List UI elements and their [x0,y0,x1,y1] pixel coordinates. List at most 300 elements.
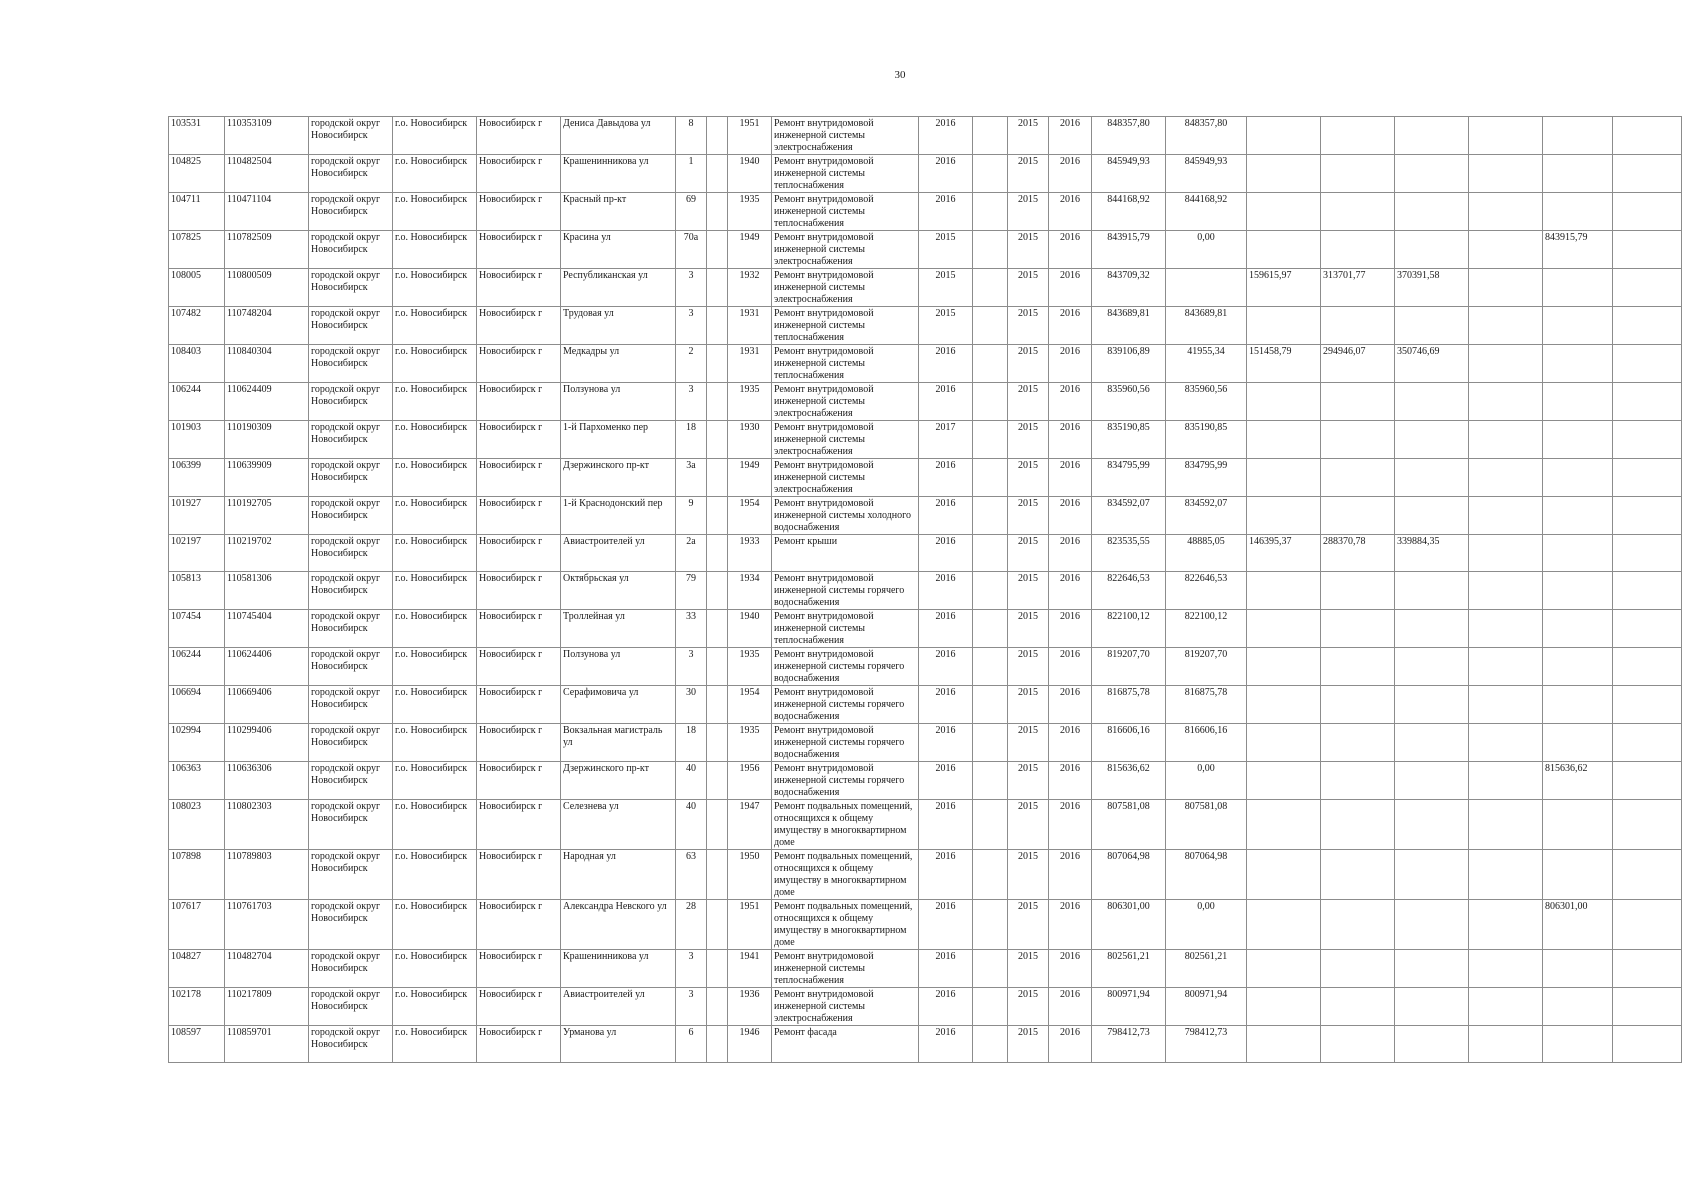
table-row [169,900,1682,950]
cell-total-cost: 800971,94 [1092,988,1166,1026]
cell-urban-district: г.о. Новосибирск [393,1026,477,1063]
cell-col-12 [973,535,1008,572]
cell-amount-c [1395,1026,1469,1063]
cell-start-year: 2015 [1008,269,1049,307]
cell-end-year: 2016 [1049,610,1092,648]
cell-municipality: городской округ Новосибирск [309,383,393,421]
cell-street: Трудовая ул [561,307,676,345]
cell-amount-b [1321,117,1395,155]
cell-house-code: 110190309 [225,421,309,459]
cell-fund-amount: 845949,93 [1166,155,1247,193]
cell-building [707,231,728,269]
cell-building [707,535,728,572]
cell-start-year: 2015 [1008,307,1049,345]
cell-work-type: Ремонт внутридомовой инженерной системы электроснабжения [772,988,919,1026]
table-body [169,117,1682,1063]
cell-amount-d [1469,155,1543,193]
cell-amount-b [1321,155,1395,193]
cell-work-type: Ремонт внутридомовой инженерной системы горячего водоснабжения [772,724,919,762]
cell-col-22 [1613,950,1682,988]
cell-total-cost: 802561,21 [1092,950,1166,988]
cell-amount-d [1469,307,1543,345]
cell-amount-b [1321,648,1395,686]
cell-amount-b [1321,193,1395,231]
cell-house-number: 3 [676,648,707,686]
cell-street: 1-й Пархоменко пер [561,421,676,459]
cell-house-number: 18 [676,724,707,762]
cell-house-number: 3а [676,459,707,497]
cell-plan-year: 2016 [919,900,973,950]
cell-locality: Новосибирск г [477,269,561,307]
cell-locality: Новосибирск г [477,1026,561,1063]
cell-start-year: 2015 [1008,610,1049,648]
cell-urban-district: г.о. Новосибирск [393,459,477,497]
cell-end-year: 2016 [1049,421,1092,459]
cell-locality: Новосибирск г [477,686,561,724]
table-row [169,800,1682,850]
cell-house-code: 110299406 [225,724,309,762]
cell-start-year: 2015 [1008,421,1049,459]
cell-total-cost: 834592,07 [1092,497,1166,535]
cell-locality: Новосибирск г [477,724,561,762]
cell-amount-e [1543,724,1613,762]
cell-construction-year: 1930 [728,421,772,459]
cell-amount-d [1469,269,1543,307]
cell-work-type: Ремонт внутридомовой инженерной системы электроснабжения [772,269,919,307]
cell-col-12 [973,307,1008,345]
cell-fund-amount: 834592,07 [1166,497,1247,535]
cell-amount-d [1469,345,1543,383]
cell-amount-e [1543,686,1613,724]
cell-street: Народная ул [561,850,676,900]
cell-fund-amount: 48885,05 [1166,535,1247,572]
cell-start-year: 2015 [1008,1026,1049,1063]
cell-plan-year: 2016 [919,686,973,724]
cell-col-22 [1613,307,1682,345]
cell-amount-a [1247,307,1321,345]
cell-plan-year: 2015 [919,269,973,307]
cell-work-type: Ремонт внутридомовой инженерной системы теплоснабжения [772,193,919,231]
cell-total-cost: 806301,00 [1092,900,1166,950]
table-row [169,193,1682,231]
cell-locality: Новосибирск г [477,459,561,497]
cell-start-year: 2015 [1008,155,1049,193]
cell-house-number: 2а [676,535,707,572]
cell-street: Авиастроителей ул [561,988,676,1026]
cell-building [707,117,728,155]
cell-street: Авиастроителей ул [561,535,676,572]
cell-municipality: городской округ Новосибирск [309,648,393,686]
cell-total-cost: 822100,12 [1092,610,1166,648]
cell-locality: Новосибирск г [477,762,561,800]
cell-building [707,193,728,231]
cell-work-type: Ремонт подвальных помещений, относящихся к общему имуществу в многоквартирном доме [772,900,919,950]
cell-total-cost: 843689,81 [1092,307,1166,345]
cell-street: Крашенинникова ул [561,155,676,193]
cell-total-cost: 816875,78 [1092,686,1166,724]
cell-amount-c [1395,988,1469,1026]
cell-municipality: городской округ Новосибирск [309,950,393,988]
cell-end-year: 2016 [1049,762,1092,800]
cell-urban-district: г.о. Новосибирск [393,900,477,950]
cell-street: Серафимовича ул [561,686,676,724]
cell-object-id: 101903 [169,421,225,459]
cell-amount-b [1321,497,1395,535]
cell-amount-d [1469,988,1543,1026]
table-row [169,497,1682,535]
cell-amount-d [1469,724,1543,762]
cell-end-year: 2016 [1049,345,1092,383]
cell-amount-e [1543,610,1613,648]
cell-total-cost: 822646,53 [1092,572,1166,610]
cell-col-12 [973,988,1008,1026]
cell-object-id: 104825 [169,155,225,193]
cell-amount-b [1321,610,1395,648]
cell-object-id: 107454 [169,610,225,648]
cell-amount-e: 843915,79 [1543,231,1613,269]
cell-fund-amount: 835190,85 [1166,421,1247,459]
cell-amount-e [1543,572,1613,610]
cell-amount-d [1469,950,1543,988]
cell-total-cost: 819207,70 [1092,648,1166,686]
cell-work-type: Ремонт внутридомовой инженерной системы электроснабжения [772,459,919,497]
table-row [169,421,1682,459]
cell-construction-year: 1931 [728,307,772,345]
cell-house-code: 110789803 [225,850,309,900]
cell-start-year: 2015 [1008,724,1049,762]
cell-municipality: городской округ Новосибирск [309,572,393,610]
cell-amount-a [1247,459,1321,497]
table-row [169,345,1682,383]
cell-object-id: 107825 [169,231,225,269]
cell-start-year: 2015 [1008,800,1049,850]
cell-col-12 [973,231,1008,269]
cell-house-code: 110217809 [225,988,309,1026]
cell-amount-c [1395,800,1469,850]
cell-amount-a [1247,155,1321,193]
cell-col-12 [973,900,1008,950]
cell-building [707,345,728,383]
cell-locality: Новосибирск г [477,648,561,686]
cell-house-code: 110624409 [225,383,309,421]
cell-amount-e [1543,459,1613,497]
cell-construction-year: 1954 [728,686,772,724]
cell-house-number: 3 [676,950,707,988]
cell-construction-year: 1940 [728,610,772,648]
cell-construction-year: 1932 [728,269,772,307]
table-row [169,231,1682,269]
table-row [169,269,1682,307]
cell-total-cost: 816606,16 [1092,724,1166,762]
cell-locality: Новосибирск г [477,800,561,850]
cell-col-12 [973,345,1008,383]
cell-locality: Новосибирск г [477,497,561,535]
cell-locality: Новосибирск г [477,231,561,269]
cell-construction-year: 1949 [728,231,772,269]
cell-fund-amount: 0,00 [1166,231,1247,269]
cell-plan-year: 2015 [919,307,973,345]
cell-locality: Новосибирск г [477,117,561,155]
cell-col-22 [1613,648,1682,686]
cell-building [707,155,728,193]
table-row [169,535,1682,572]
cell-house-code: 110353109 [225,117,309,155]
cell-amount-a [1247,572,1321,610]
cell-municipality: городской округ Новосибирск [309,535,393,572]
cell-municipality: городской округ Новосибирск [309,231,393,269]
cell-end-year: 2016 [1049,155,1092,193]
cell-object-id: 107482 [169,307,225,345]
cell-plan-year: 2016 [919,572,973,610]
cell-plan-year: 2016 [919,800,973,850]
cell-urban-district: г.о. Новосибирск [393,421,477,459]
cell-urban-district: г.о. Новосибирск [393,724,477,762]
cell-object-id: 102178 [169,988,225,1026]
cell-work-type: Ремонт внутридомовой инженерной системы теплоснабжения [772,345,919,383]
cell-object-id: 104711 [169,193,225,231]
cell-building [707,421,728,459]
cell-plan-year: 2016 [919,193,973,231]
cell-amount-a [1247,383,1321,421]
cell-locality: Новосибирск г [477,345,561,383]
cell-plan-year: 2015 [919,231,973,269]
cell-work-type: Ремонт подвальных помещений, относящихся к общему имуществу в многоквартирном доме [772,850,919,900]
cell-amount-a [1247,648,1321,686]
cell-object-id: 101927 [169,497,225,535]
cell-amount-c: 350746,69 [1395,345,1469,383]
cell-amount-c [1395,193,1469,231]
cell-amount-d [1469,800,1543,850]
cell-work-type: Ремонт внутридомовой инженерной системы горячего водоснабжения [772,762,919,800]
cell-work-type: Ремонт внутридомовой инженерной системы холодного водоснабжения [772,497,919,535]
cell-street: Медкадры ул [561,345,676,383]
cell-amount-c [1395,383,1469,421]
cell-total-cost: 815636,62 [1092,762,1166,800]
cell-start-year: 2015 [1008,850,1049,900]
cell-amount-b [1321,800,1395,850]
cell-plan-year: 2016 [919,345,973,383]
cell-building [707,648,728,686]
cell-col-12 [973,1026,1008,1063]
cell-house-code: 110639909 [225,459,309,497]
cell-locality: Новосибирск г [477,950,561,988]
cell-amount-e [1543,345,1613,383]
cell-col-22 [1613,535,1682,572]
cell-work-type: Ремонт внутридомовой инженерной системы теплоснабжения [772,307,919,345]
cell-amount-a: 159615,97 [1247,269,1321,307]
cell-municipality: городской округ Новосибирск [309,307,393,345]
cell-total-cost: 843709,32 [1092,269,1166,307]
cell-plan-year: 2016 [919,648,973,686]
cell-house-code: 110636306 [225,762,309,800]
cell-urban-district: г.о. Новосибирск [393,950,477,988]
cell-amount-b [1321,988,1395,1026]
cell-col-22 [1613,900,1682,950]
cell-municipality: городской округ Новосибирск [309,988,393,1026]
cell-amount-a [1247,231,1321,269]
cell-amount-e [1543,307,1613,345]
cell-amount-b [1321,459,1395,497]
cell-locality: Новосибирск г [477,610,561,648]
cell-col-22 [1613,800,1682,850]
cell-col-12 [973,800,1008,850]
cell-construction-year: 1935 [728,648,772,686]
cell-municipality: городской округ Новосибирск [309,155,393,193]
cell-amount-a [1247,610,1321,648]
cell-amount-c [1395,307,1469,345]
cell-total-cost: 848357,80 [1092,117,1166,155]
cell-amount-b: 313701,77 [1321,269,1395,307]
cell-locality: Новосибирск г [477,572,561,610]
cell-col-12 [973,421,1008,459]
cell-house-code: 110669406 [225,686,309,724]
cell-house-number: 3 [676,269,707,307]
cell-fund-amount: 819207,70 [1166,648,1247,686]
cell-amount-b [1321,850,1395,900]
cell-amount-e [1543,648,1613,686]
cell-work-type: Ремонт фасада [772,1026,919,1063]
cell-end-year: 2016 [1049,988,1092,1026]
cell-amount-d [1469,1026,1543,1063]
cell-urban-district: г.о. Новосибирск [393,800,477,850]
cell-amount-d [1469,572,1543,610]
cell-locality: Новосибирск г [477,155,561,193]
cell-fund-amount: 800971,94 [1166,988,1247,1026]
cell-plan-year: 2016 [919,1026,973,1063]
cell-urban-district: г.о. Новосибирск [393,155,477,193]
cell-house-code: 110219702 [225,535,309,572]
cell-work-type: Ремонт внутридомовой инженерной системы теплоснабжения [772,155,919,193]
cell-amount-c [1395,648,1469,686]
cell-urban-district: г.о. Новосибирск [393,307,477,345]
cell-house-number: 6 [676,1026,707,1063]
cell-col-12 [973,269,1008,307]
cell-amount-d [1469,459,1543,497]
cell-amount-e [1543,988,1613,1026]
cell-start-year: 2015 [1008,950,1049,988]
cell-total-cost: 843915,79 [1092,231,1166,269]
cell-work-type: Ремонт внутридомовой инженерной системы электроснабжения [772,421,919,459]
cell-amount-d [1469,535,1543,572]
cell-amount-a [1247,686,1321,724]
cell-amount-b: 288370,78 [1321,535,1395,572]
cell-col-12 [973,572,1008,610]
cell-amount-b [1321,950,1395,988]
cell-building [707,686,728,724]
cell-amount-e [1543,155,1613,193]
cell-start-year: 2015 [1008,459,1049,497]
cell-urban-district: г.о. Новосибирск [393,572,477,610]
cell-object-id: 108005 [169,269,225,307]
cell-urban-district: г.о. Новосибирск [393,988,477,1026]
cell-amount-c [1395,117,1469,155]
cell-house-code: 110482704 [225,950,309,988]
cell-house-code: 110624406 [225,648,309,686]
cell-plan-year: 2016 [919,610,973,648]
cell-construction-year: 1940 [728,155,772,193]
cell-locality: Новосибирск г [477,383,561,421]
cell-col-22 [1613,1026,1682,1063]
cell-municipality: городской округ Новосибирск [309,345,393,383]
cell-street: Троллейная ул [561,610,676,648]
cell-house-number: 3 [676,383,707,421]
cell-amount-e [1543,383,1613,421]
cell-end-year: 2016 [1049,572,1092,610]
cell-plan-year: 2016 [919,850,973,900]
cell-amount-d [1469,383,1543,421]
cell-end-year: 2016 [1049,724,1092,762]
cell-fund-amount [1166,269,1247,307]
cell-building [707,850,728,900]
cell-house-code: 110802303 [225,800,309,850]
cell-col-12 [973,117,1008,155]
cell-street: 1-й Краснодонский пер [561,497,676,535]
cell-col-22 [1613,269,1682,307]
cell-locality: Новосибирск г [477,988,561,1026]
cell-amount-e [1543,497,1613,535]
cell-work-type: Ремонт внутридомовой инженерной системы теплоснабжения [772,950,919,988]
cell-total-cost: 807064,98 [1092,850,1166,900]
table-row [169,988,1682,1026]
cell-house-number: 1 [676,155,707,193]
cell-end-year: 2016 [1049,648,1092,686]
cell-house-code: 110859701 [225,1026,309,1063]
cell-total-cost: 844168,92 [1092,193,1166,231]
cell-amount-c [1395,686,1469,724]
cell-urban-district: г.о. Новосибирск [393,850,477,900]
cell-end-year: 2016 [1049,800,1092,850]
cell-building [707,762,728,800]
cell-amount-c [1395,155,1469,193]
cell-col-22 [1613,155,1682,193]
cell-amount-b [1321,762,1395,800]
cell-start-year: 2015 [1008,900,1049,950]
cell-plan-year: 2016 [919,383,973,421]
cell-col-22 [1613,117,1682,155]
cell-construction-year: 1946 [728,1026,772,1063]
table-row [169,686,1682,724]
cell-amount-d [1469,231,1543,269]
cell-col-22 [1613,572,1682,610]
cell-total-cost: 834795,99 [1092,459,1166,497]
cell-house-number: 79 [676,572,707,610]
cell-start-year: 2015 [1008,686,1049,724]
cell-street: Красина ул [561,231,676,269]
cell-col-22 [1613,345,1682,383]
cell-construction-year: 1936 [728,988,772,1026]
cell-total-cost: 835190,85 [1092,421,1166,459]
cell-fund-amount: 835960,56 [1166,383,1247,421]
cell-object-id: 106363 [169,762,225,800]
cell-col-22 [1613,193,1682,231]
cell-end-year: 2016 [1049,535,1092,572]
cell-house-code: 110748204 [225,307,309,345]
cell-object-id: 105813 [169,572,225,610]
cell-house-number: 3 [676,988,707,1026]
cell-municipality: городской округ Новосибирск [309,686,393,724]
cell-amount-e [1543,1026,1613,1063]
cell-end-year: 2016 [1049,900,1092,950]
cell-amount-a [1247,762,1321,800]
cell-object-id: 106694 [169,686,225,724]
cell-col-22 [1613,421,1682,459]
cell-amount-d [1469,648,1543,686]
cell-plan-year: 2017 [919,421,973,459]
cell-start-year: 2015 [1008,345,1049,383]
cell-municipality: городской округ Новосибирск [309,900,393,950]
cell-start-year: 2015 [1008,535,1049,572]
table-row [169,950,1682,988]
